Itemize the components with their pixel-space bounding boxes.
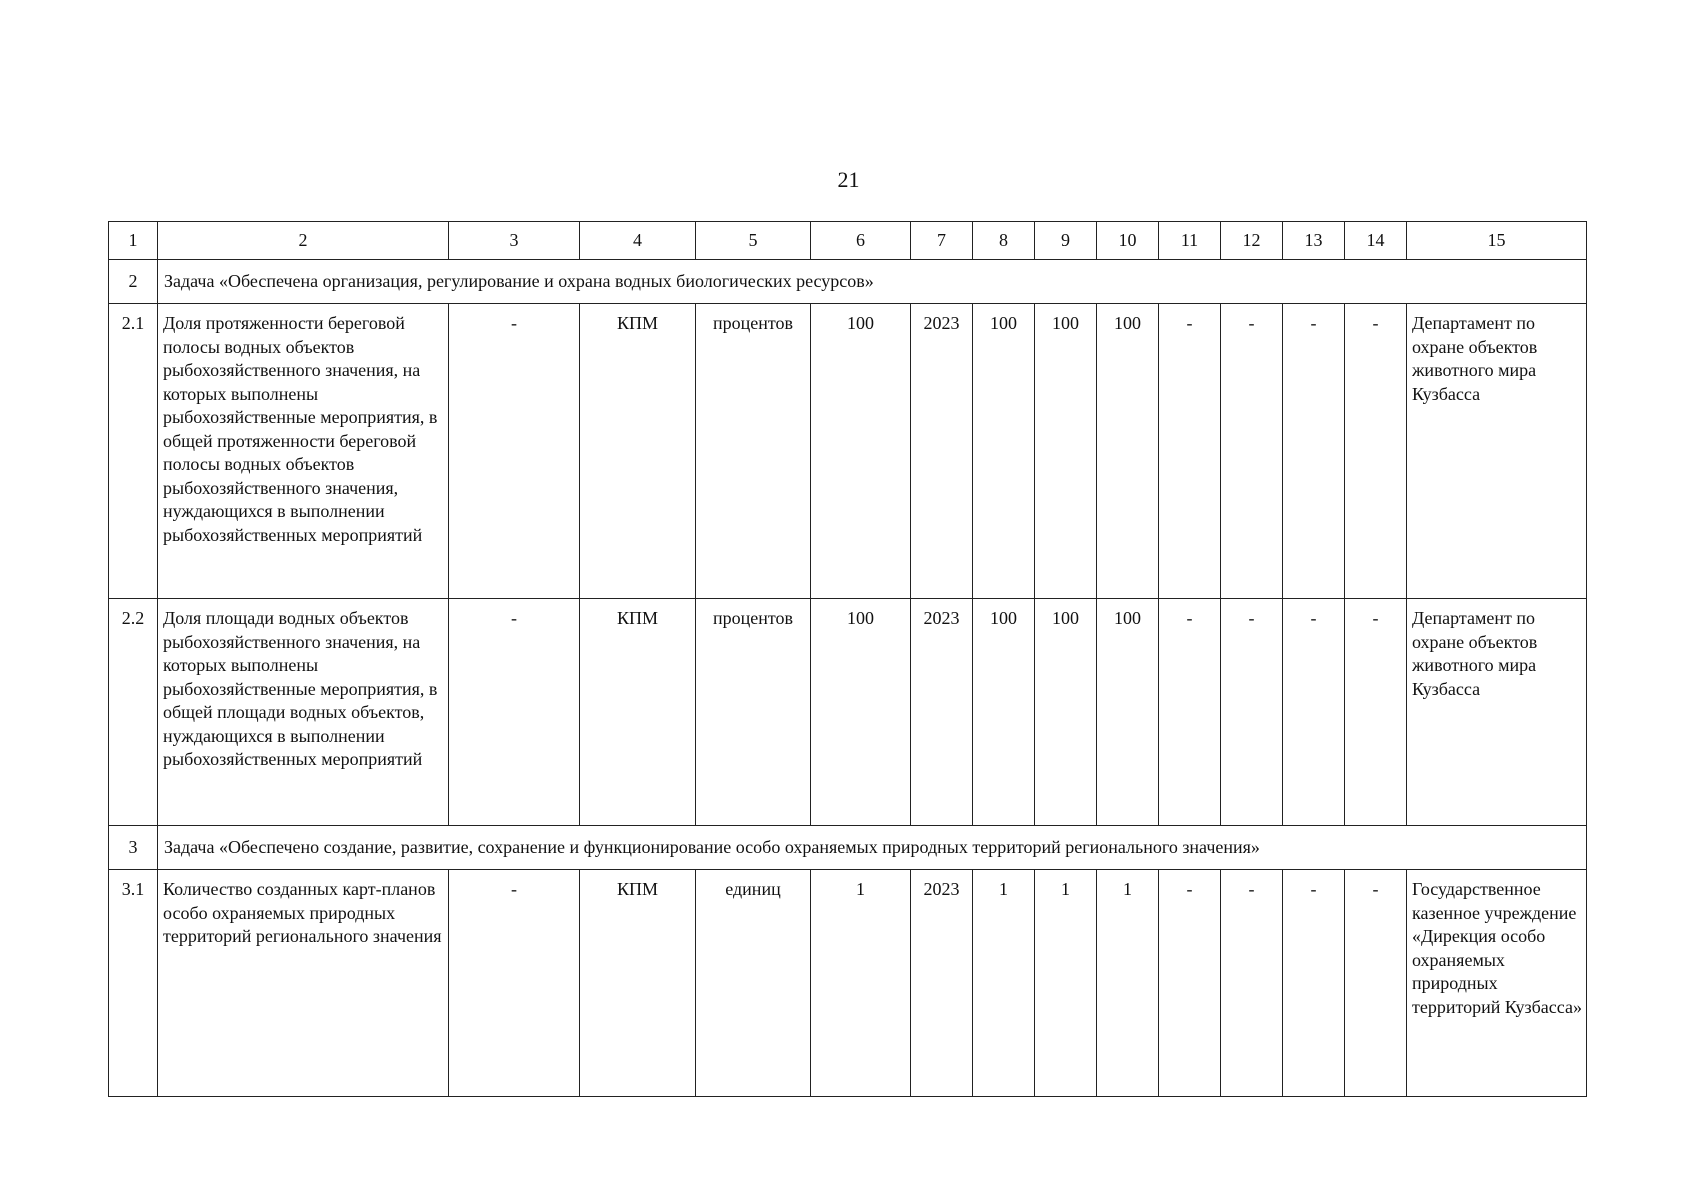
cell-col9: 1 [1035, 870, 1097, 1097]
task-title: Задача «Обеспечено создание, развитие, сохранение и функционирование особо охраняемых природных территорий регионального значения» [158, 826, 1587, 870]
cell-col13: - [1283, 599, 1345, 826]
cell-col6: 100 [811, 304, 911, 599]
column-number: 15 [1407, 222, 1587, 260]
cell-col13: - [1283, 304, 1345, 599]
task-row [109, 826, 1587, 870]
cell-col8: 1 [973, 870, 1035, 1097]
table-row [109, 599, 1587, 826]
column-number: 6 [811, 222, 911, 260]
cell-col14: - [1345, 870, 1407, 1097]
indicator-name: Доля протяженности береговой полосы водных объектов рыбохозяйственного значения, на которых выполнены рыбохозяйственные мероприятия, в общей протяженности береговой полосы водных объектов рыбохозяйственного значения, нуждающихся в выполнении рыбохозяйственных мероприятий [158, 304, 449, 599]
cell-year: 2023 [911, 870, 973, 1097]
column-number: 7 [911, 222, 973, 260]
indicator-name: Количество созданных карт-планов особо охраняемых природных территорий регионального значения [158, 870, 449, 1097]
row-number: 3.1 [109, 870, 158, 1097]
column-number: 2 [158, 222, 449, 260]
cell-col11: - [1159, 304, 1221, 599]
task-row [109, 260, 1587, 304]
cell-col12: - [1221, 870, 1283, 1097]
responsible-org: Государственное казенное учреждение «Дирекция особо охраняемых природных территорий Кузбасса» [1407, 870, 1587, 1097]
cell-year: 2023 [911, 304, 973, 599]
column-number: 3 [449, 222, 580, 260]
cell-col11: - [1159, 599, 1221, 826]
column-number: 10 [1097, 222, 1159, 260]
table-row [109, 870, 1587, 1097]
cell-col12: - [1221, 599, 1283, 826]
cell-col8: 100 [973, 599, 1035, 826]
cell-col11: - [1159, 870, 1221, 1097]
cell-col4: КПМ [580, 870, 696, 1097]
column-number: 8 [973, 222, 1035, 260]
column-number: 4 [580, 222, 696, 260]
column-number-row [109, 222, 1587, 260]
cell-col10: 100 [1097, 304, 1159, 599]
page-number: 21 [837, 167, 860, 192]
cell-col6: 1 [811, 870, 911, 1097]
cell-unit: процентов [696, 304, 811, 599]
cell-col12: - [1221, 304, 1283, 599]
cell-col9: 100 [1035, 599, 1097, 826]
indicator-name: Доля площади водных объектов рыбохозяйственного значения, на которых выполнены рыбохозяйственные мероприятия, в общей площади водных объектов, нуждающихся в выполнении рыбохозяйственных мероприятий [158, 599, 449, 826]
column-number: 13 [1283, 222, 1345, 260]
cell-year: 2023 [911, 599, 973, 826]
cell-col3: - [449, 304, 580, 599]
indicators-table [108, 221, 1587, 1097]
task-title: Задача «Обеспечена организация, регулирование и охрана водных биологических ресурсов» [158, 260, 1587, 304]
cell-unit: единиц [696, 870, 811, 1097]
cell-col14: - [1345, 304, 1407, 599]
row-number: 2.1 [109, 304, 158, 599]
responsible-org: Департамент по охране объектов животного мира Кузбасса [1407, 304, 1587, 599]
cell-col3: - [449, 870, 580, 1097]
responsible-org: Департамент по охране объектов животного мира Кузбасса [1407, 599, 1587, 826]
table-row [109, 304, 1587, 599]
column-number: 1 [109, 222, 158, 260]
cell-col3: - [449, 599, 580, 826]
task-number: 2 [109, 260, 158, 304]
column-number: 14 [1345, 222, 1407, 260]
column-number: 5 [696, 222, 811, 260]
column-number: 12 [1221, 222, 1283, 260]
task-number: 3 [109, 826, 158, 870]
cell-unit: процентов [696, 599, 811, 826]
column-number: 11 [1159, 222, 1221, 260]
cell-col14: - [1345, 599, 1407, 826]
row-number: 2.2 [109, 599, 158, 826]
cell-col4: КПМ [580, 599, 696, 826]
cell-col13: - [1283, 870, 1345, 1097]
cell-col6: 100 [811, 599, 911, 826]
cell-col10: 100 [1097, 599, 1159, 826]
cell-col9: 100 [1035, 304, 1097, 599]
cell-col4: КПМ [580, 304, 696, 599]
cell-col10: 1 [1097, 870, 1159, 1097]
cell-col8: 100 [973, 304, 1035, 599]
column-number: 9 [1035, 222, 1097, 260]
